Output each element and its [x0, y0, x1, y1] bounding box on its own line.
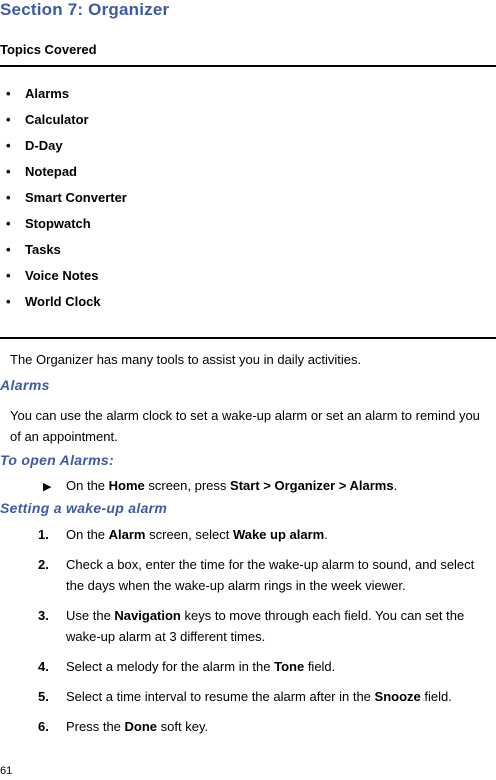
bullet-icon: • [6, 138, 11, 153]
steps-list [38, 524, 494, 746]
divider-top [0, 65, 496, 67]
topic-label: World Clock [25, 294, 101, 309]
bullet-icon: • [6, 190, 11, 205]
topic-label: Alarms [25, 86, 70, 101]
bullet-icon: • [6, 112, 11, 127]
topic-label: Notepad [25, 164, 77, 179]
step-text: Select a time interval to resume the alarm after in the Snooze field. [66, 689, 452, 704]
step-text: . [393, 478, 398, 493]
step-item [38, 554, 494, 596]
list-item [6, 164, 127, 190]
topic-label: Smart Converter [25, 190, 127, 205]
step-number: 2. [38, 557, 49, 572]
arrow-right-icon: ▶ [43, 481, 52, 493]
list-item [6, 294, 127, 320]
step-text: Press the Done soft key. [66, 719, 209, 734]
alarms-paragraph: You can use the alarm clock to set a wake-up alarm or set an alarm to remind you of an appointment. [10, 408, 480, 444]
step-item [38, 716, 494, 737]
list-item [6, 216, 127, 242]
bullet-icon: • [6, 294, 11, 309]
step-item [38, 524, 494, 545]
topic-label: Voice Notes [25, 268, 99, 283]
step-text: Select a melody for the alarm in the Tone field. [66, 659, 336, 674]
page-number: 61 [0, 765, 13, 777]
list-item [6, 242, 127, 268]
list-item [6, 112, 127, 138]
step-item [38, 656, 494, 677]
menu-path: Start > Organizer > Alarms [230, 478, 394, 493]
step-text: On the Alarm screen, select Wake up alarm. [66, 527, 328, 542]
topic-label: Tasks [25, 242, 61, 257]
setting-wake-up-heading: Setting a wake-up alarm [0, 500, 168, 516]
topics-heading: Topics Covered [0, 42, 97, 57]
step-number: 6. [38, 719, 49, 734]
list-item [6, 138, 127, 164]
list-item [6, 190, 127, 216]
open-alarms-step [43, 478, 397, 493]
step-text: On the [66, 478, 109, 493]
topic-label: Calculator [25, 112, 89, 127]
bullet-icon: • [6, 268, 11, 283]
step-item [38, 686, 494, 707]
topic-label: D-Day [25, 138, 63, 153]
step-text: Check a box, enter the time for the wake-up alarm to sound, and select the days when the wake-up alarm rings in the week viewer. [66, 557, 475, 593]
step-item [38, 605, 494, 647]
intro-paragraph: The Organizer has many tools to assist you in daily activities. [10, 352, 362, 367]
bullet-icon: • [6, 86, 11, 101]
step-number: 3. [38, 608, 49, 623]
divider-bottom [0, 337, 496, 339]
bullet-icon: • [6, 164, 11, 179]
bullet-icon: • [6, 216, 11, 231]
step-text: screen, press [144, 478, 231, 493]
open-alarms-heading: To open Alarms: [0, 452, 114, 468]
section-title: Section 7: Organizer [0, 0, 170, 19]
step-number: 4. [38, 659, 49, 674]
step-number: 1. [38, 527, 49, 542]
step-text: Use the Navigation keys to move through each field. You can set the wake-up alarm at 3 different times. [66, 608, 465, 644]
bullet-icon: • [6, 242, 11, 257]
topic-list [6, 86, 127, 320]
list-item [6, 268, 127, 294]
home-screen-label: Home [108, 478, 145, 493]
step-number: 5. [38, 689, 49, 704]
topic-label: Stopwatch [25, 216, 91, 231]
alarms-heading: Alarms [0, 377, 50, 393]
list-item [6, 86, 127, 112]
